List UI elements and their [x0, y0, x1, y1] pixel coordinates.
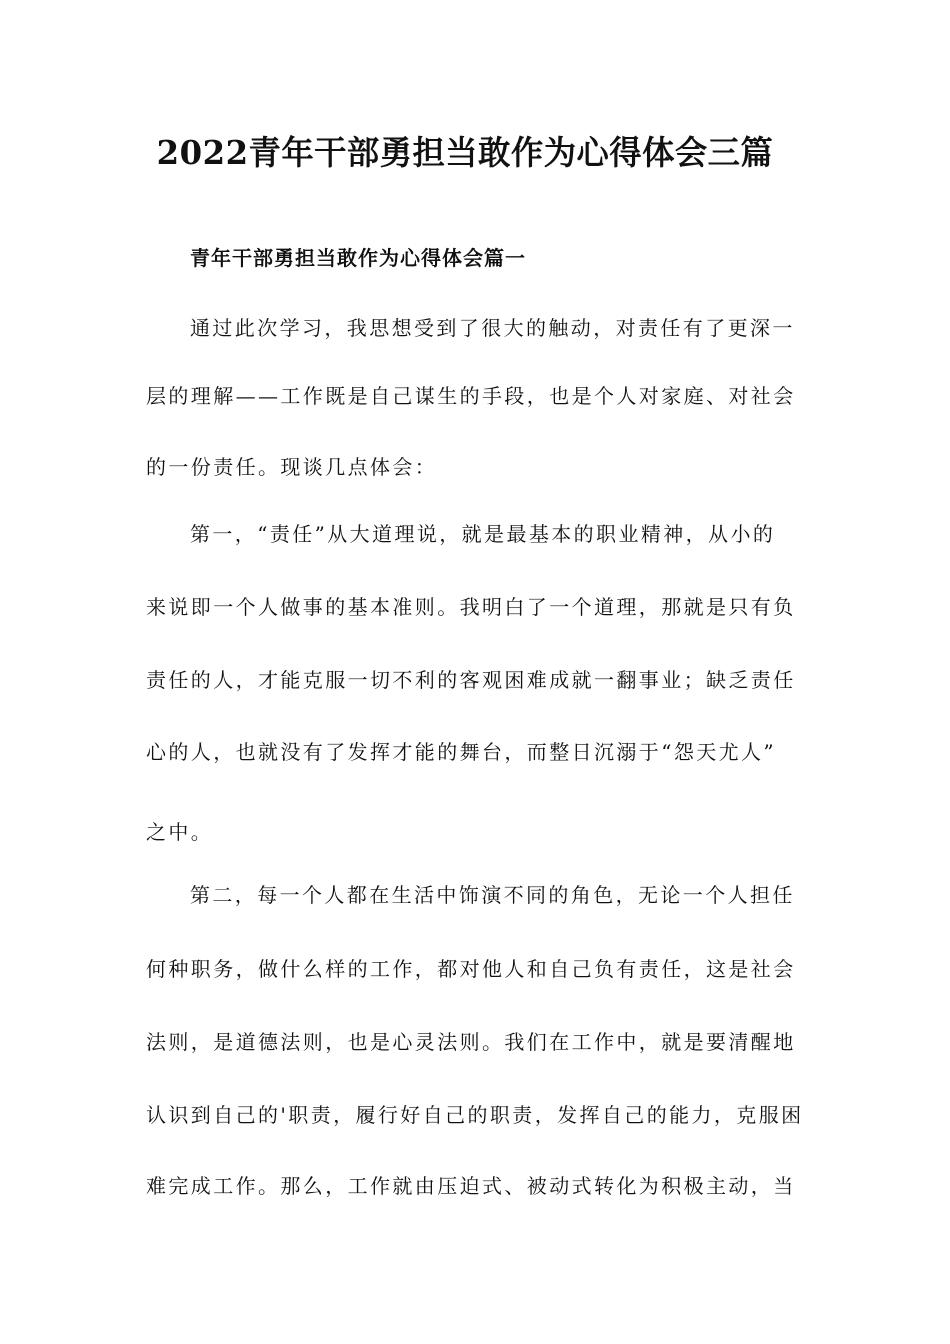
paragraph-line: 法则，是道德法则，也是心灵法则。我们在工作中，就是要清醒地 — [146, 1030, 796, 1054]
document-title: 2022青年干部勇担当敢作为心得体会三篇 — [156, 133, 774, 172]
paragraph-line: 第二，每一个人都在生活中饰演不同的角色，无论一个人担任 — [190, 883, 795, 907]
paragraph-line: 的一份责任。现谈几点体会： — [146, 455, 438, 479]
paragraph-line: 何种职务，做什么样的工作，都对他人和自己负有责任，这是社会 — [146, 957, 796, 981]
paragraph-line: 认识到自己的'职责，履行好自己的职责，发挥自己的能力，克服困 — [146, 1103, 804, 1127]
paragraph-line: 第一，“责任”从大道理说，就是最基本的职业精神，从小的 — [190, 522, 776, 546]
paragraph-line: 心的人，也就没有了发挥才能的舞台，而整日沉溺于“怨天尤人” — [146, 740, 777, 764]
paragraph-line: 层的理解——工作既是自己谋生的手段，也是个人对家庭、对社会 — [146, 384, 796, 408]
paragraph-line: 之中。 — [146, 820, 214, 844]
paragraph-line: 通过此次学习，我思想受到了很大的触动，对责任有了更深一 — [190, 316, 795, 340]
section-heading: 青年干部勇担当敢作为心得体会篇一 — [190, 246, 526, 270]
paragraph-line: 难完成工作。那么，工作就由压迫式、被动式转化为积极主动，当 — [146, 1174, 796, 1198]
paragraph-line: 来说即一个人做事的基本准则。我明白了一个道理，那就是只有负 — [146, 595, 796, 619]
paragraph-line: 责任的人，才能克服一切不利的客观困难成就一翻事业；缺乏责任 — [146, 668, 796, 692]
